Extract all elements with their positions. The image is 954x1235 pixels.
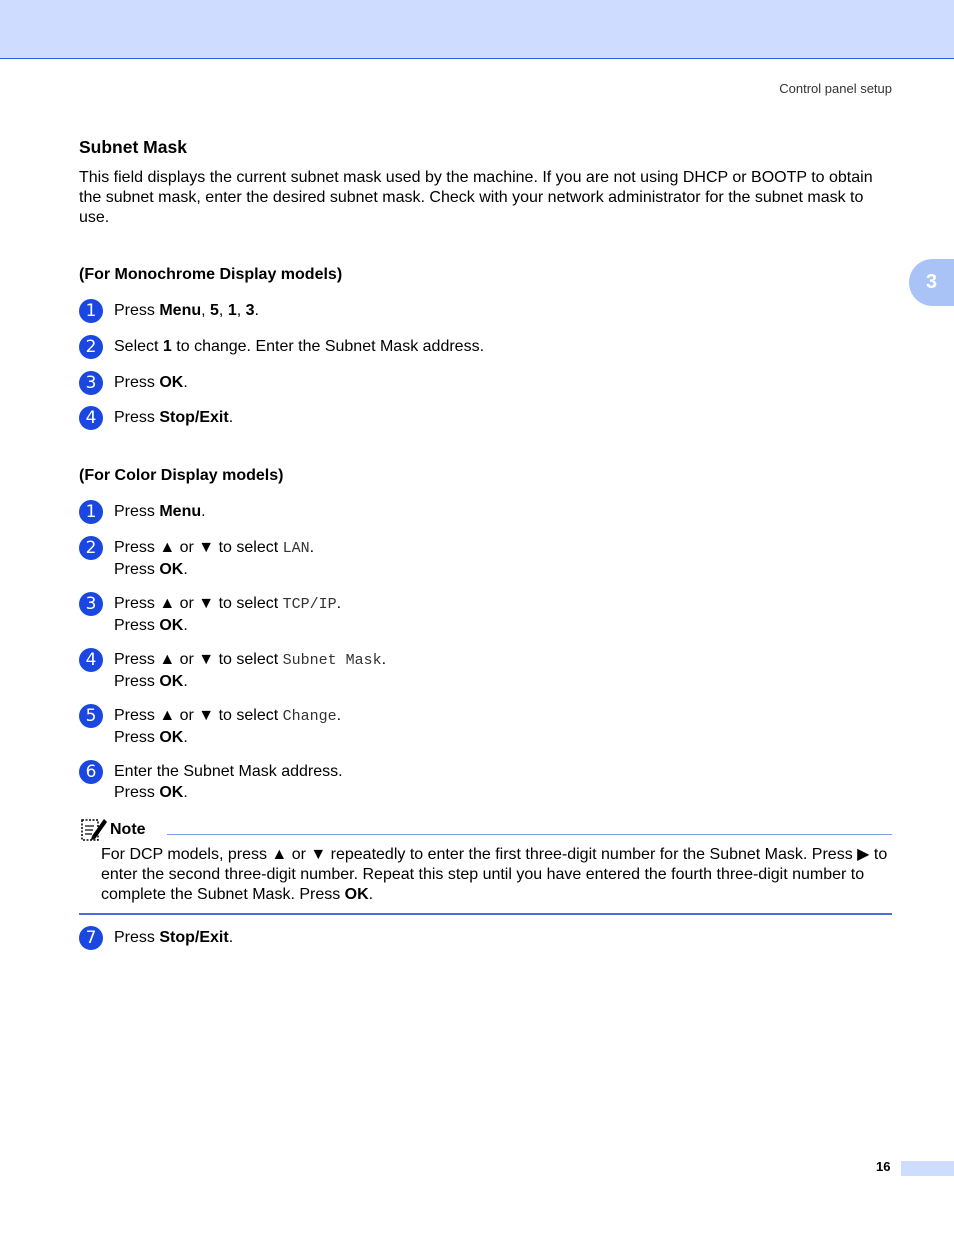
page-number: 16 [876, 1159, 891, 1174]
step-number-badge: 4 [79, 406, 103, 430]
note-divider [167, 834, 892, 835]
step-number-badge: 6 [79, 760, 103, 784]
step-text: Press ▲ or ▼ to select LAN. Press OK. [114, 539, 315, 578]
step-number-badge: 5 [79, 704, 103, 728]
chapter-tab [909, 259, 954, 306]
step-number-badge: 4 [79, 648, 103, 672]
step-number-badge: 7 [79, 926, 103, 950]
step-text: Press Stop/Exit. [114, 409, 234, 426]
mono-heading: (For Monochrome Display models) [79, 266, 343, 283]
step-number-badge: 2 [79, 536, 103, 560]
step-text: Press Stop/Exit. [114, 929, 234, 946]
step-text: Press OK. [114, 374, 188, 391]
intro-paragraph: This field displays the current subnet mask used by the machine. If you are not using DHCP or BOOTP to obtain the subnet mask, enter the desired subnet mask. Check with your network administrator for the subnet mask to use. [79, 169, 873, 226]
running-header: Control panel setup [779, 81, 892, 96]
chapter-number: 3 [925, 271, 938, 293]
step-number-badge: 3 [79, 371, 103, 395]
step-number-badge: 1 [79, 500, 103, 524]
footer-bar [901, 1161, 954, 1176]
color-heading: (For Color Display models) [79, 467, 284, 484]
header-band [0, 0, 954, 59]
step-number-badge: 1 [79, 299, 103, 323]
section-title: Subnet Mask [79, 137, 187, 157]
note-bottom-rule [79, 913, 892, 915]
step-text: Press ▲ or ▼ to select TCP/IP. Press OK. [114, 595, 342, 634]
note-text: For DCP models, press ▲ or ▼ repeatedly to enter the first three-digit number for the Subnet Mask. Press ▶ to enter the second three-digit number. Repeat this step until you have entered the fourth three-digit number to complete the Subnet Mask. Press OK. [101, 846, 888, 903]
step-text: Press ▲ or ▼ to select Change. Press OK. [114, 707, 342, 746]
note-pencil-icon [80, 816, 108, 842]
step-text: Press ▲ or ▼ to select Subnet Mask. Press OK. [114, 651, 387, 690]
step-text: Press Menu. [114, 503, 206, 520]
step-number-badge: 2 [79, 335, 103, 359]
step-number-badge: 3 [79, 592, 103, 616]
note-label: Note [110, 821, 146, 838]
step-text: Enter the Subnet Mask address. Press OK. [114, 763, 343, 801]
step-text: Press Menu, 5, 1, 3. [114, 302, 259, 319]
step-text: Select 1 to change. Enter the Subnet Mask address. [114, 338, 485, 355]
